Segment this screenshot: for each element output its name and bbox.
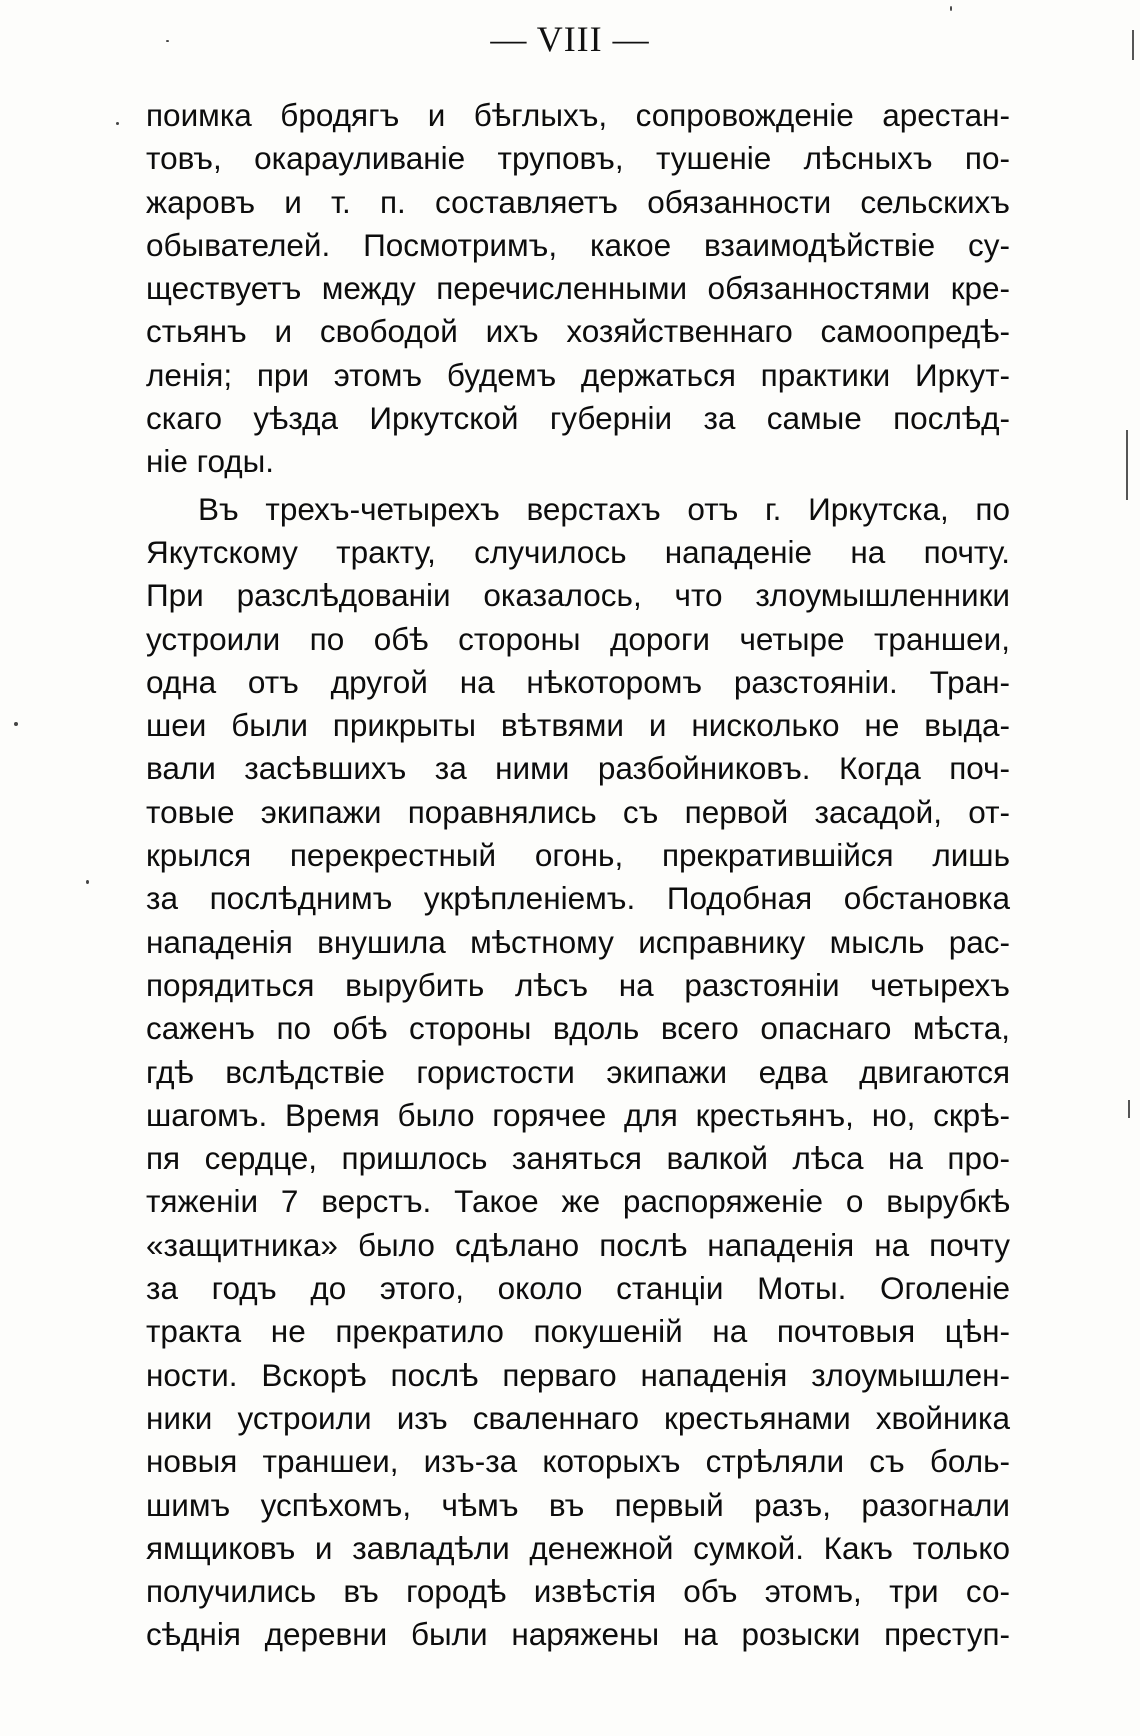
text-line: за годъ до этого, около станціи Моты. Оголеніе bbox=[146, 1270, 1010, 1307]
paragraph-2 bbox=[146, 488, 1010, 1657]
scan-speck bbox=[86, 880, 89, 884]
scan-edge-mark bbox=[1126, 430, 1128, 500]
text-line: за послѣднимъ укрѣпленіемъ. Подобная обстановка bbox=[146, 880, 1010, 917]
text-line: ленія; при этомъ будемъ держаться практики Иркут- bbox=[146, 356, 1010, 393]
scan-speck bbox=[950, 6, 952, 11]
text-line: ществуетъ между перечисленными обязанностями кре- bbox=[146, 270, 1010, 307]
text-line: тракта не прекратило покушеній на почтовыя цѣн- bbox=[146, 1313, 1010, 1350]
scan-edge-mark bbox=[1132, 30, 1134, 60]
text-line: «защитника» было сдѣлано послѣ нападенія на почту bbox=[146, 1226, 1010, 1263]
text-line: ямщиковъ и завладѣли денежной сумкой. Какъ только bbox=[146, 1529, 1010, 1566]
scan-edge-mark bbox=[1128, 1100, 1130, 1118]
text-line: гдѣ вслѣдствіе гористости экипажи едва двигаются bbox=[146, 1053, 1010, 1090]
text-line: тяженіи 7 верстъ. Такое же распоряженіе о вырубкѣ bbox=[146, 1183, 1010, 1220]
text-line: шагомъ. Время было горячее для крестьянъ, но, скрѣ- bbox=[146, 1096, 1010, 1133]
text-line: ности. Вскорѣ послѣ перваго нападенія злоумышлен- bbox=[146, 1356, 1010, 1393]
scan-speck bbox=[116, 122, 119, 125]
text-line: новыя траншеи, изъ-за которыхъ стрѣляли съ боль- bbox=[146, 1443, 1010, 1480]
text-line: вали засѣвшихъ за ними разбойниковъ. Когда поч- bbox=[146, 750, 1010, 787]
text-line: скаго уѣзда Иркутской губерніи за самые послѣд- bbox=[146, 400, 1010, 437]
text-line: поимка бродягъ и бѣглыхъ, сопровожденіе арестан- bbox=[146, 97, 1010, 133]
text-line: ніе годы. bbox=[146, 443, 275, 480]
text-line: порядиться вырубить лѣсъ на разстояніи четырехъ bbox=[146, 966, 1010, 1003]
text-line: устроили по обѣ стороны дороги четыре траншеи, bbox=[146, 620, 1010, 657]
text-line: шимъ успѣхомъ, чѣмъ въ первый разъ, разогнали bbox=[146, 1486, 1010, 1523]
text-line: нападенія внушила мѣстному исправнику мысль рас- bbox=[146, 923, 1010, 960]
text-line: шеи были прикрыты вѣтвями и нисколько не выда- bbox=[146, 707, 1010, 744]
text-line: ники устроили изъ сваленнаго крестьянами хвойника bbox=[146, 1399, 1010, 1436]
text-line: получились въ городѣ извѣстія объ этомъ, три со- bbox=[146, 1573, 1010, 1610]
scan-speck bbox=[14, 722, 18, 726]
text-line: Якутскому тракту, случилось нападеніе на почту. bbox=[146, 533, 1010, 570]
page-number-header: — VIII — bbox=[490, 19, 650, 59]
text-line: товые экипажи поравнялись съ первой засадой, от- bbox=[146, 793, 1010, 830]
text-line: Въ трехъ-четырехъ верстахъ отъ г. Иркутска, по bbox=[198, 490, 1010, 527]
scan-speck bbox=[166, 40, 169, 42]
text-line: товъ, окарауливаніе труповъ, тушеніе лѣсныхъ по- bbox=[146, 140, 1010, 177]
text-line: жаровъ и т. п. составляетъ обязанности сельскихъ bbox=[146, 183, 1010, 220]
text-line: саженъ по обѣ стороны вдоль всего опаснаго мѣста, bbox=[146, 1010, 1010, 1047]
text-line: одна отъ другой на нѣкоторомъ разстояніи. Тран- bbox=[146, 663, 1010, 700]
text-line: При разслѣдованіи оказалось, что злоумышленники bbox=[146, 577, 1010, 614]
paragraph-1 bbox=[146, 94, 1010, 484]
text-line: обывателей. Посмотримъ, какое взаимодѣйствіе су- bbox=[146, 226, 1010, 263]
text-line: сѣднія деревни были наряжены на розыски преступ- bbox=[146, 1616, 1010, 1653]
text-line: пя сердце, пришлось заняться валкой лѣса на про- bbox=[146, 1140, 1010, 1177]
text-line: стьянъ и свободой ихъ хозяйственнаго самоопредѣ- bbox=[146, 313, 1010, 350]
body-text bbox=[146, 94, 1010, 1657]
text-line: крылся перекрестный огонь, прекратившійся лишь bbox=[146, 837, 1010, 874]
